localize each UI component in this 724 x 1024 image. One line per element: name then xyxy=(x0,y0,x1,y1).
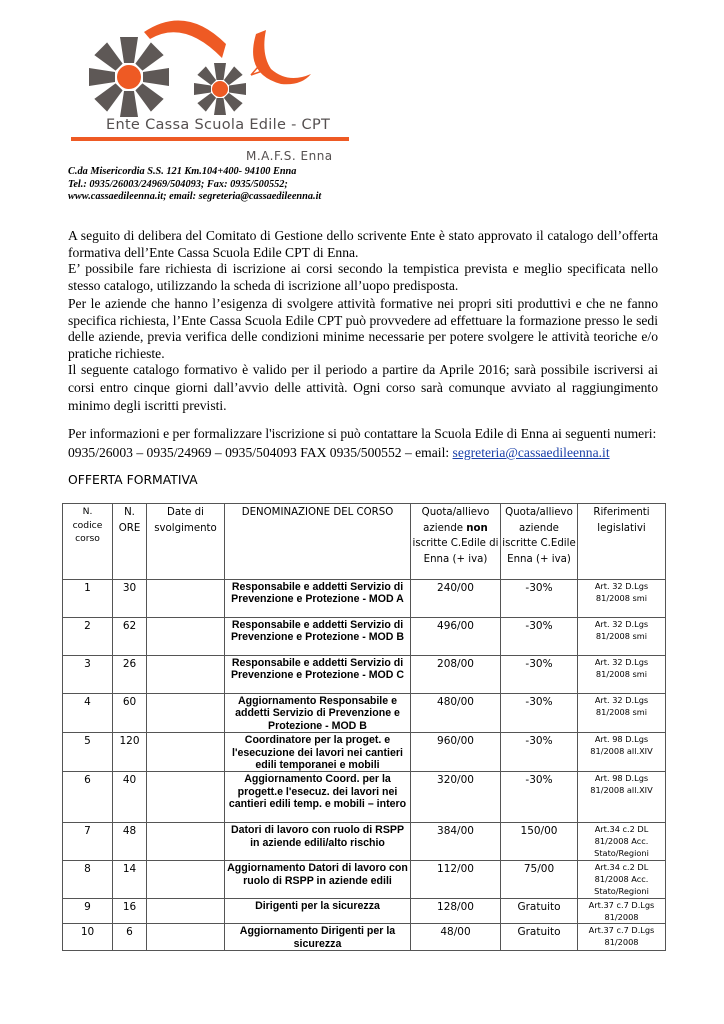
table-row xyxy=(63,772,666,823)
company-training-text: Per le aziende che hanno l’esigenza di svolgere attività formative nei propri siti produttivi e che ne fanno specifica richiesta, l’Ente Cassa Scuola Edile CPT può provvedere ad effettuare la formazione presso le sedi delle aziende, previa verifica delle condizioni minime necessarie per potere svolgere le attività teoriche e/o pratiche richieste. xyxy=(68,296,658,361)
cell-dates xyxy=(147,733,225,772)
logo-subtitle: M.A.F.S. Enna xyxy=(246,149,333,163)
cell-refs: Art.34 c.2 DL 81/2008 Acc. Stato/Regioni xyxy=(578,823,666,861)
cell-hours: 60 xyxy=(113,694,147,733)
cell-fee-member: -30% xyxy=(501,656,578,694)
cell-fee-non-member: 112/00 xyxy=(411,861,501,899)
address-line: C.da Misericordia S.S. 121 Km.104+400- 94100 Enna xyxy=(68,166,297,177)
cell-hours: 40 xyxy=(113,772,147,823)
cell-fee-member: 150/00 xyxy=(501,823,578,861)
table-row xyxy=(63,618,666,656)
cell-hours: 14 xyxy=(113,861,147,899)
phone-line: Tel.: 0935/26003/24969/504093; Fax: 0935/500552; xyxy=(68,178,288,190)
cell-code: 4 xyxy=(63,694,113,733)
cell-fee-non-member: 384/00 xyxy=(411,823,501,861)
header-fee-member: Quota/allievo aziende iscritte C.Edile Enna (+ iva) xyxy=(501,504,578,580)
cell-fee-non-member: 480/00 xyxy=(411,694,501,733)
section-title: OFFERTA FORMATIVA xyxy=(68,472,198,487)
cell-course-name: Aggiornamento Coord. per la progett.e l'esecuz. dei lavori nei cantieri edili temp. e mobili – intero xyxy=(225,772,411,823)
cell-fee-non-member: 208/00 xyxy=(411,656,501,694)
cell-fee-member: -30% xyxy=(501,618,578,656)
cell-fee-non-member: 320/00 xyxy=(411,772,501,823)
cell-fee-member: Gratuito xyxy=(501,924,578,951)
cell-code: 10 xyxy=(63,924,113,951)
cell-dates xyxy=(147,580,225,618)
cell-refs: Art. 98 D.Lgs 81/2008 all.XIV xyxy=(578,772,666,823)
gears-logo-icon xyxy=(66,14,356,124)
cell-fee-non-member: 240/00 xyxy=(411,580,501,618)
header-code: N. codice corso xyxy=(63,504,113,580)
cell-code: 6 xyxy=(63,772,113,823)
cell-fee-non-member: 48/00 xyxy=(411,924,501,951)
table-row xyxy=(63,694,666,733)
organization-logo xyxy=(66,14,356,164)
cell-hours: 26 xyxy=(113,656,147,694)
cell-code: 7 xyxy=(63,823,113,861)
table-row xyxy=(63,656,666,694)
course-catalog-table xyxy=(62,503,666,951)
cell-course-name: Responsabile e addetti Servizio di Prevenzione e Protezione - MOD B xyxy=(225,618,411,656)
cell-hours: 48 xyxy=(113,823,147,861)
table-header-row xyxy=(63,504,666,580)
cell-hours: 62 xyxy=(113,618,147,656)
cell-hours: 30 xyxy=(113,580,147,618)
cell-hours: 16 xyxy=(113,899,147,924)
cell-hours: 6 xyxy=(113,924,147,951)
cell-dates xyxy=(147,924,225,951)
cell-fee-member: -30% xyxy=(501,694,578,733)
table-row xyxy=(63,580,666,618)
logo-divider xyxy=(71,137,349,141)
contact-numbers xyxy=(68,443,658,462)
contact-text: Per informazioni e per formalizzare l'iscrizione si può contattare la Scuola Edile di Enna ai seguenti numeri: xyxy=(68,426,657,441)
cell-course-name: Responsabile e addetti Servizio di Prevenzione e Protezione - MOD C xyxy=(225,656,411,694)
cell-dates xyxy=(147,772,225,823)
table-row xyxy=(63,861,666,899)
cell-fee-member: -30% xyxy=(501,772,578,823)
cell-fee-member: 75/00 xyxy=(501,861,578,899)
cell-refs: Art.34 c.2 DL 81/2008 Acc. Stato/Regioni xyxy=(578,861,666,899)
cell-refs: Art. 32 D.Lgs 81/2008 smi xyxy=(578,656,666,694)
cell-code: 1 xyxy=(63,580,113,618)
cell-course-name: Responsabile e addetti Servizio di Prevenzione e Protezione - MOD A xyxy=(225,580,411,618)
cell-refs: Art. 32 D.Lgs 81/2008 smi xyxy=(578,694,666,733)
intro-paragraphs xyxy=(68,228,658,294)
table-row xyxy=(63,899,666,924)
cell-dates xyxy=(147,861,225,899)
intro-paragraph-1: A seguito di delibera del Comitato di Gestione dello scrivente Ente è stato approvato il catalogo dell’offerta formativa dell’Ente Cassa Scuola Edile CPT di Enna. xyxy=(68,228,658,260)
cell-fee-member: -30% xyxy=(501,580,578,618)
cell-fee-non-member: 128/00 xyxy=(411,899,501,924)
cell-code: 5 xyxy=(63,733,113,772)
cell-refs: Art. 98 D.Lgs 81/2008 all.XIV xyxy=(578,733,666,772)
catalog-validity-paragraph xyxy=(68,361,658,415)
cell-dates xyxy=(147,899,225,924)
cell-dates xyxy=(147,694,225,733)
contact-numbers-text: 0935/26003 – 0935/24969 – 0935/504093 FAX 0935/500552 – email: xyxy=(68,445,453,460)
contact-paragraph xyxy=(68,424,658,462)
cell-refs: Art.37 c.7 D.Lgs 81/2008 xyxy=(578,899,666,924)
address-block xyxy=(68,166,321,204)
cell-refs: Art. 32 D.Lgs 81/2008 smi xyxy=(578,580,666,618)
intro-paragraph-2: E’ possibile fare richiesta di iscrizione ai corsi secondo la tempistica prevista e meglio specificata nello stesso catalogo, utilizzando la scheda di iscrizione all’uopo predisposta. xyxy=(68,261,658,293)
cell-course-name: Aggiornamento Responsabile e addetti Servizio di Prevenzione e Protezione - MOD B xyxy=(225,694,411,733)
header-hours: N. ORE xyxy=(113,504,147,580)
cell-code: 8 xyxy=(63,861,113,899)
cell-fee-member: Gratuito xyxy=(501,899,578,924)
catalog-validity-text: Il seguente catalogo formativo è valido per il periodo a partire da Aprile 2016; sarà possibile iscriversi ai corsi entro cinque giorni dall’avvio delle attività. Ogni corso sarà comunque avviato al raggiungimento minimo degli iscritti previsti. xyxy=(68,362,658,413)
cell-dates xyxy=(147,823,225,861)
table-row xyxy=(63,823,666,861)
logo-title: Ente Cassa Scuola Edile - CPT xyxy=(106,117,331,133)
table-row xyxy=(63,924,666,951)
company-training-paragraph xyxy=(68,296,658,362)
header-fee-non-member: Quota/allievo aziende non iscritte C.Edile di Enna (+ iva) xyxy=(411,504,501,580)
header-name: DENOMINAZIONE DEL CORSO xyxy=(225,504,411,580)
cell-refs: Art.37 c.7 D.Lgs 81/2008 xyxy=(578,924,666,951)
cell-dates xyxy=(147,618,225,656)
cell-refs: Art. 32 D.Lgs 81/2008 smi xyxy=(578,618,666,656)
cell-fee-member: -30% xyxy=(501,733,578,772)
cell-course-name: Aggiornamento Dirigenti per la sicurezza xyxy=(225,924,411,951)
cell-course-name: Datori di lavoro con ruolo di RSPP in aziende edili/alto rischio xyxy=(225,823,411,861)
web-email-line: www.cassaedileenna.it; email: segreteria@cassaedileenna.it xyxy=(68,191,322,202)
cell-course-name: Dirigenti per la sicurezza xyxy=(225,899,411,924)
cell-code: 9 xyxy=(63,899,113,924)
cell-fee-non-member: 496/00 xyxy=(411,618,501,656)
cell-course-name: Coordinatore per la proget. e l'esecuzione dei lavori nei cantieri edili temporanei e mobili xyxy=(225,733,411,772)
header-refs: Riferimenti legislativi xyxy=(578,504,666,580)
table-row xyxy=(63,733,666,772)
cell-fee-non-member: 960/00 xyxy=(411,733,501,772)
email-link[interactable]: segreteria@cassaedileenna.it xyxy=(452,445,610,460)
cell-dates xyxy=(147,656,225,694)
header-dates: Date di svolgimento xyxy=(147,504,225,580)
cell-hours: 120 xyxy=(113,733,147,772)
cell-code: 2 xyxy=(63,618,113,656)
cell-code: 3 xyxy=(63,656,113,694)
cell-course-name: Aggiornamento Datori di lavoro con ruolo di RSPP in aziende edili xyxy=(225,861,411,899)
